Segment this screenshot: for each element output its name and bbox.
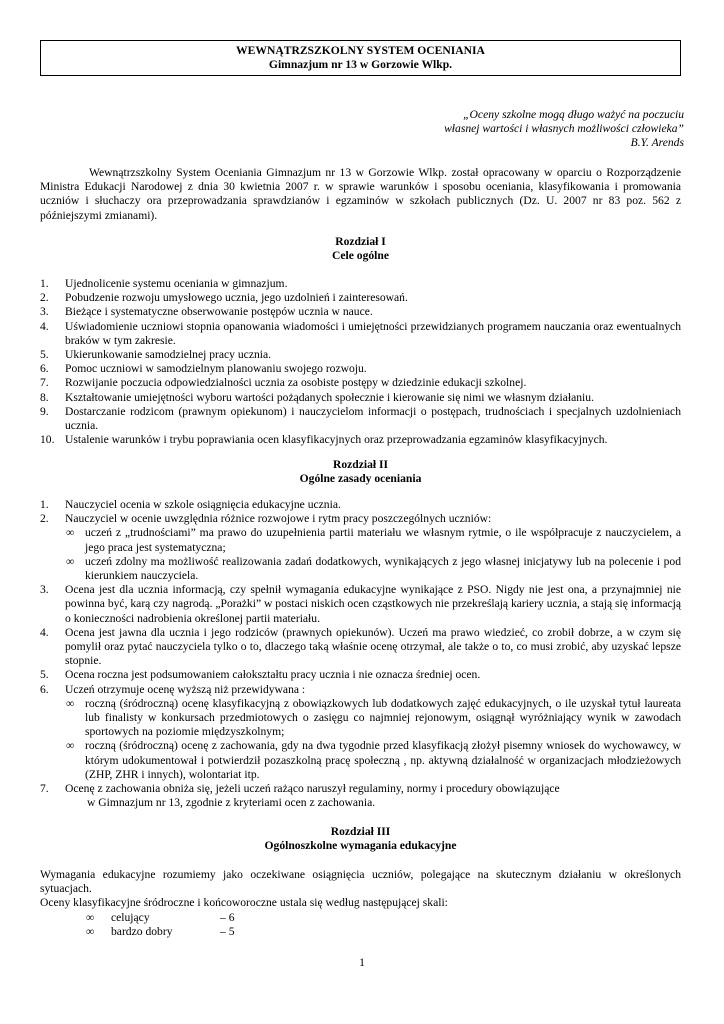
sub-list (63, 697, 681, 782)
intro-text: Wewnątrzszkolny System Oceniania Gimnazjum nr 13 w Gorzowie Wlkp. został opracowany w oparciu o Rozporządzenie Ministra Edukacji Narodowej z dnia 30 kwietnia 2007 r. w sprawie warunków i sposobu oceniania, klasyfikowania i promowania uczniów i słuchaczy ora przeprowadzania sprawdzianów i egzaminów w szkołach publicznych (Dz. U. 2007 nr 83 poz. 562 z późniejszymi zmianami). (40, 166, 681, 222)
item-text: Uczeń otrzymuje ocenę wyższą niż przewidywana : (65, 682, 306, 696)
list-item (40, 583, 681, 626)
list-item (40, 683, 681, 782)
sub-list-item (63, 555, 681, 583)
item-number: 2. (40, 291, 49, 305)
sub-list-item (63, 739, 681, 782)
sub-list (63, 526, 681, 583)
chapter-3-paragraph-1: Wymagania edukacyjne rozumiemy jako oczekiwane osiągnięcia uczniów, polegające na skutecznym działaniu w określonych sytuacjach. (40, 868, 681, 896)
list-item (40, 405, 681, 433)
chapter-2-subtitle: Ogólne zasady oceniania (299, 472, 422, 486)
item-number: 4. (40, 319, 49, 333)
list-item (40, 348, 681, 362)
sub-item-text: uczeń zdolny ma możliwość realizowania zadań dodatkowych, wynikających z jego własnej inicjatywy lub na polecenie i pod kierunkiem nauczyciela. (85, 554, 681, 583)
list-item (40, 320, 681, 348)
item-text: Ukierunkowanie samodzielnej pracy ucznia. (65, 348, 272, 362)
sub-list-item (63, 526, 681, 554)
item-text: Pobudzenie rozwoju umysłowego ucznia, jego uzdolnień i zainteresowań. (65, 291, 408, 305)
item-number: 6. (40, 682, 49, 696)
item-number: 3. (40, 305, 49, 319)
item-text: Ocena jest dla ucznia informacją, czy spełnił wymagania edukacyjne wynikające z PSO. Nigdy nie jest ona, a przynajmniej nie powinna być, karą czy nagrodą. „Porażki” w postaci niskich ocen cząstkowych nie przekreślają kariery ucznia, a stają się informacją o konieczności nadrobienia określonej partii materiału. (65, 583, 681, 625)
grade-value: – 6 (220, 911, 235, 924)
item-continuation: w Gimnazjum nr 13, zgodnie z kryteriami ocen z zachowania. (87, 796, 376, 810)
chapter-3-text (40, 868, 681, 911)
list-item (40, 626, 681, 669)
list-item (40, 391, 681, 405)
sub-item-text: roczną (śródroczną) ocenę z zachowania, gdy na dwa tygodnie przed klasyfikacją złożył pisemny wniosek do wychowawcy, w którym udokumentował i potwierdził pozaszkolną pracę społeczną , np. aktywną działalność w organizacjach młodzieżowych (ZHP, ZHR i innych), wolontariat itp. (85, 739, 681, 781)
item-number: 8. (40, 390, 49, 404)
item-number: 6. (40, 362, 49, 376)
list-item (40, 277, 681, 291)
list-item (40, 498, 681, 512)
chapter-2-heading (40, 458, 681, 486)
chapter-1-list (40, 277, 681, 447)
sub-list-item (63, 697, 681, 740)
chapter-2-list (40, 498, 681, 810)
item-text: Dostarczanie rodzicom (prawnym opiekunom) i nauczycielom informacji o postępach, trudnościach i specjalnych uzdolnieniach ucznia. (65, 404, 681, 433)
item-number: 7. (40, 782, 49, 796)
item-number: 10. (40, 433, 55, 447)
list-item (40, 668, 681, 682)
item-text: Nauczyciel w ocenie uwzględnia różnice rozwojowe i rytm pracy poszczególnych uczniów: (65, 512, 492, 526)
chapter-1-title: Rozdział I (335, 235, 386, 248)
item-number: 2. (40, 512, 49, 526)
quote-line-1: „Oceny szkolne mogą długo ważyć na poczuciu (463, 108, 684, 121)
grade-value: – 5 (220, 925, 235, 939)
document-subtitle: Gimnazjum nr 13 w Gorzowie Wlkp. (268, 58, 453, 71)
epigraph-quote (284, 108, 684, 151)
item-text: Ocenę z zachowania obniża się, jeżeli uczeń rażąco naruszył regulaminy, normy i procedury obowiązujące (65, 782, 560, 796)
infinity-bullet-icon: ∞ (66, 696, 75, 710)
item-number: 5. (40, 348, 49, 362)
chapter-1-heading (40, 235, 681, 263)
chapter-3-heading (40, 825, 681, 853)
infinity-bullet-icon: ∞ (66, 739, 75, 753)
chapter-3-subtitle: Ogólnoszkolne wymagania edukacyjne (264, 839, 457, 853)
chapter-2-title: Rozdział II (332, 458, 389, 471)
page-number: 1 (359, 956, 365, 969)
grade-row (40, 925, 681, 939)
item-number: 1. (40, 498, 49, 511)
sub-item-text: uczeń z „trudnościami” ma prawo do uzupełnienia partii materiału we własnym rytmie, o ile współpracuje z nauczycielem, a jego praca jest systematyczna; (85, 526, 681, 554)
item-text: Ocena jest jawna dla ucznia i jego rodziców (prawnych opiekunów). Uczeń ma prawo wiedzieć, co zrobił dobrze, a w czym się pomylił oraz pytać nauczyciela tylko o to, dlaczego taką właśnie ocenę otrzymał, ale także o to, co musi zrobić, aby uzyskać lepsze stopnie. (65, 625, 681, 668)
item-number: 3. (40, 583, 49, 597)
infinity-bullet-icon: ∞ (66, 554, 75, 568)
infinity-bullet-icon: ∞ (66, 526, 75, 540)
item-text: Ustalenie warunków i trybu poprawiania ocen klasyfikacyjnych oraz przeprowadzania egzaminów klasyfikacyjnych. (65, 433, 608, 447)
list-item (40, 433, 681, 447)
chapter-3-paragraph-2: Oceny klasyfikacyjne śródroczne i końcoworoczne ustala się według następującej skali: (40, 896, 448, 910)
list-item (40, 782, 681, 810)
item-text: Nauczyciel ocenia w szkole osiągnięcia edukacyjne ucznia. (65, 498, 341, 511)
grade-scale-list (40, 911, 681, 939)
item-text: Ujednolicenie systemu oceniania w gimnazjum. (65, 277, 288, 290)
item-number: 1. (40, 277, 49, 290)
item-text: Kształtowanie umiejętności wyboru wartości pożądanych społecznie i kierowanie się nimi we własnym działaniu. (65, 390, 594, 404)
list-item (40, 512, 681, 583)
grade-name: bardzo dobry (111, 925, 173, 939)
item-number: 4. (40, 625, 49, 639)
item-text: Ocena roczna jest podsumowaniem całokształtu pracy ucznia i nie oznacza średniej ocen. (65, 668, 481, 682)
item-text: Bieżące i systematyczne obserwowanie postępów ucznia w nauce. (65, 305, 373, 319)
sub-item-text: roczną (śródroczną) ocenę klasyfikacyjną z obowiązkowych lub dodatkowych zajęć edukacyjnych, o ile uzyskał tytuł laureata lub finalisty w konkursach przedmiotowych o zasięgu co najmniej rejonowym, osiągnął wyróżniający wynik w zawodach sportowych na poziomie międzyszkolnym; (85, 696, 681, 739)
item-number: 7. (40, 376, 49, 390)
grade-row (40, 911, 681, 925)
list-item (40, 305, 681, 319)
title-box (40, 40, 681, 76)
item-number: 9. (40, 404, 49, 418)
list-item (40, 362, 681, 376)
item-number: 5. (40, 668, 49, 682)
chapter-1-subtitle: Cele ogólne (332, 249, 389, 263)
infinity-bullet-icon: ∞ (86, 925, 95, 939)
list-item (40, 376, 681, 390)
item-text: Pomoc uczniowi w samodzielnym planowaniu swojego rozwoju. (65, 362, 367, 376)
chapter-3-title: Rozdział III (330, 825, 391, 838)
intro-paragraph (40, 166, 681, 223)
item-text: Rozwijanie poczucia odpowiedzialności ucznia za osobiste postępy w dziedzinie edukacji szkolnej. (65, 376, 527, 390)
quote-line-2: własnej wartości i własnych możliwości człowieka” (444, 122, 684, 136)
infinity-bullet-icon: ∞ (86, 911, 95, 924)
item-text: Uświadomienie uczniowi stopnia opanowania wiadomości i umiejętności przewidzianych programem nauczania oraz ewentualnych braków w tym zakresie. (65, 319, 681, 347)
quote-author: B.Y. Arends (630, 136, 684, 150)
grade-name: celujący (111, 911, 150, 924)
list-item (40, 291, 681, 305)
document-title: WEWNĄTRZSZKOLNY SYSTEM OCENIANIA (236, 44, 485, 57)
